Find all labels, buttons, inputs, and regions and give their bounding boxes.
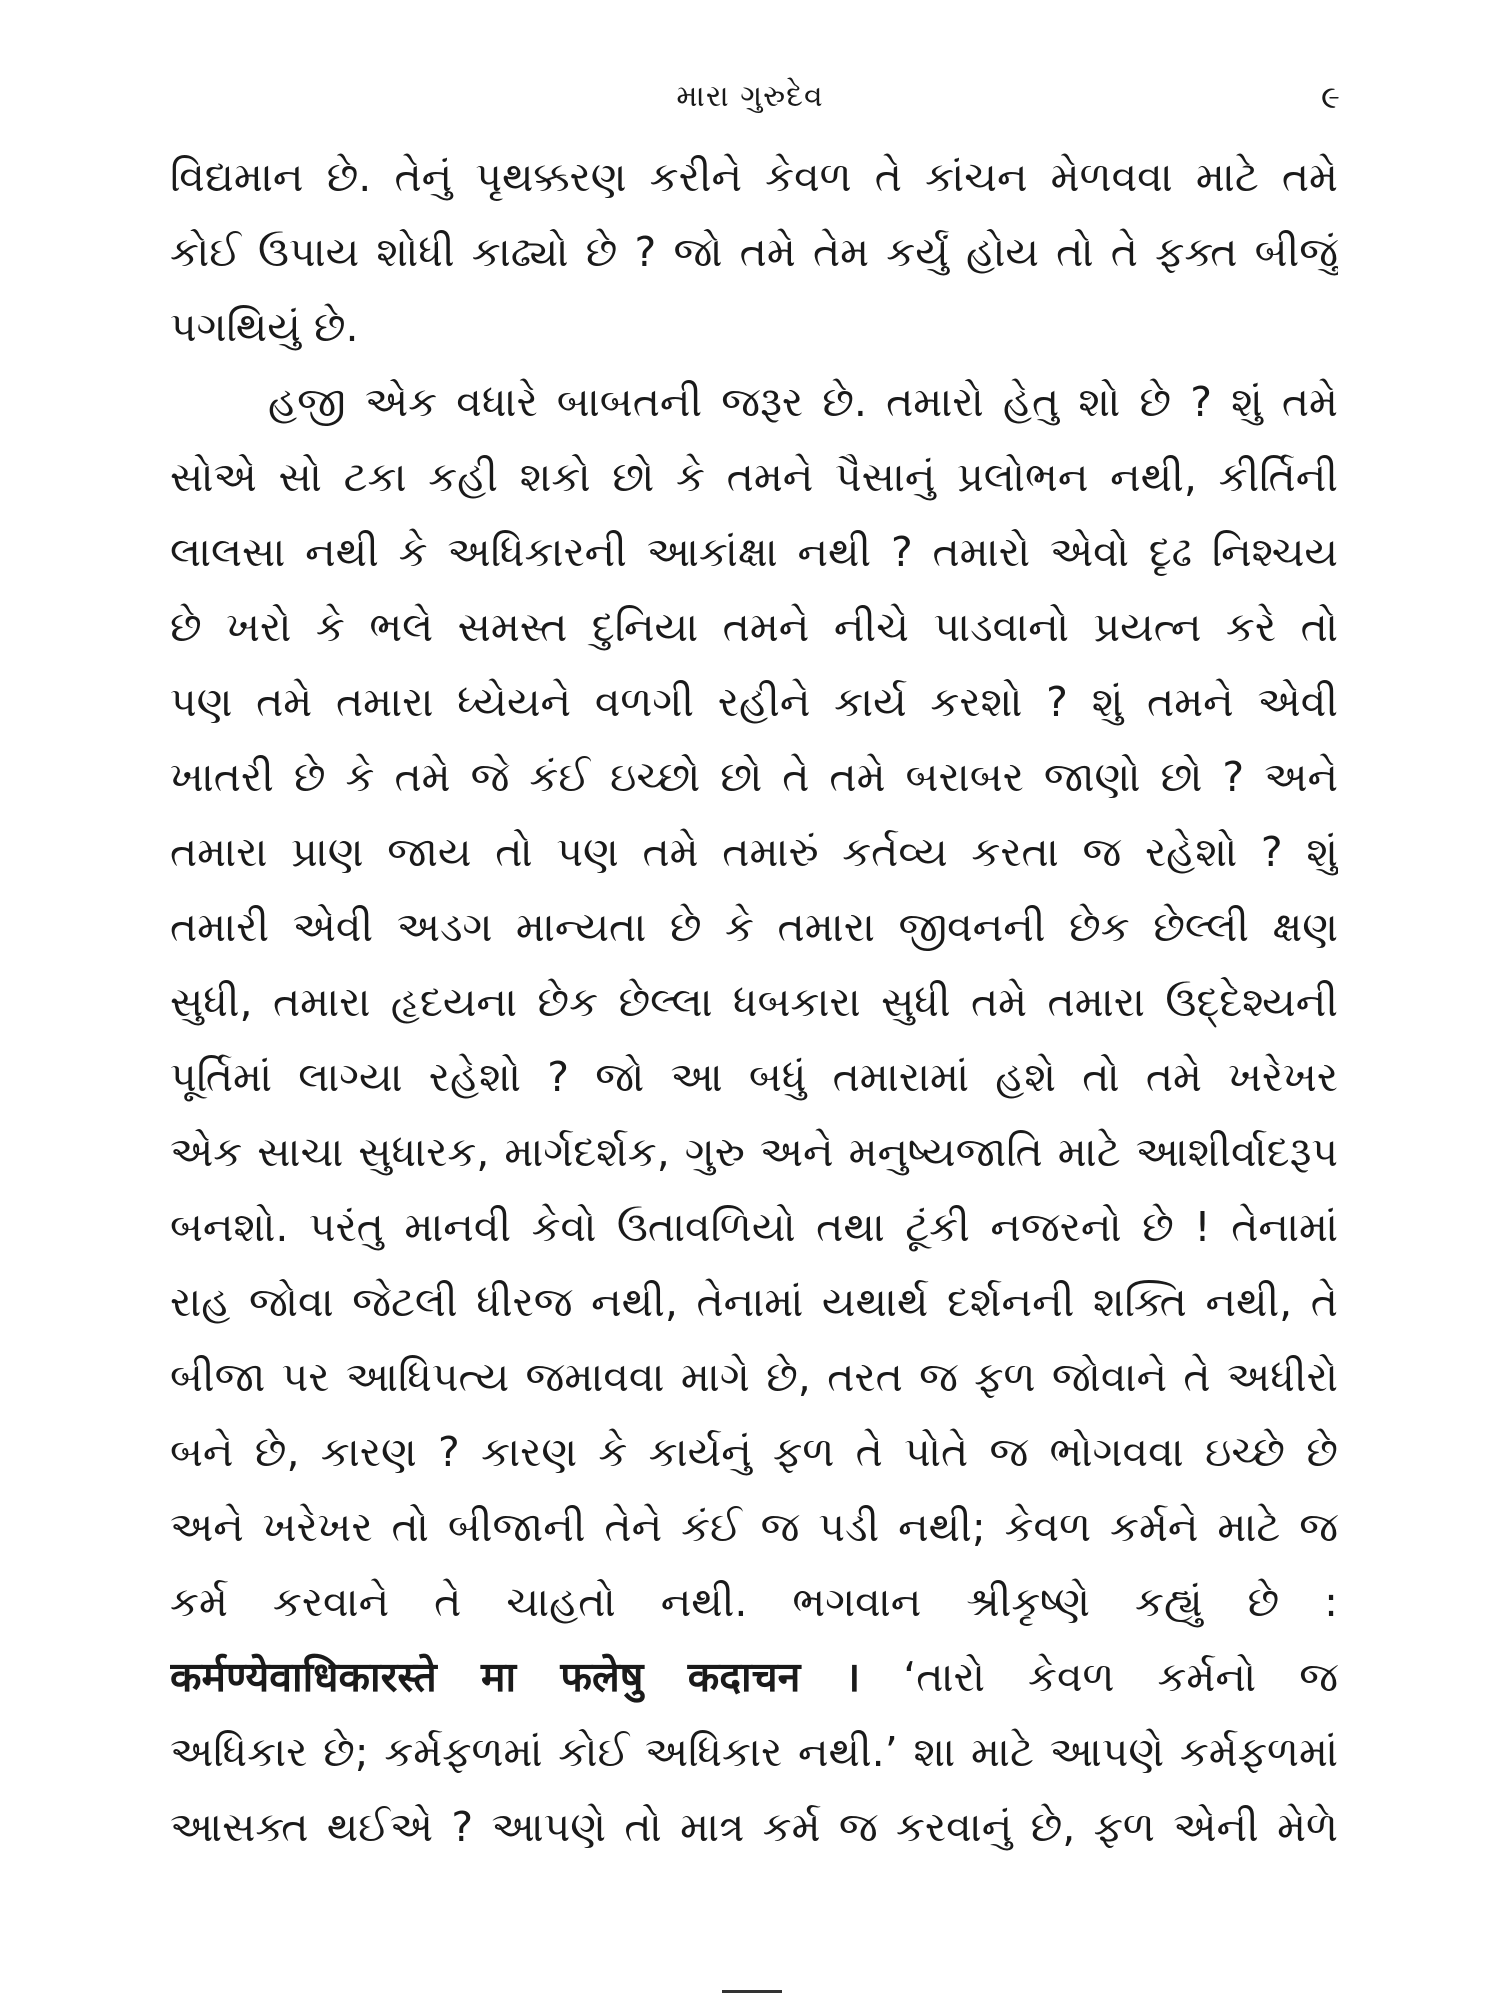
text-line: ખાતરી છે કે તમે જે કંઈ ઇચ્છો છો તે તમે બરાબર જાણો છો ? અને (170, 753, 1338, 801)
text-line: તમારા પ્રાણ જાય તો પણ તમે તમારું કર્તવ્ય કરતા જ રહેશો ? શું (170, 828, 1338, 876)
text-line: બને છે, કારણ ? કારણ કે કાર્યનું ફળ તે પોતે જ ભોગવવા ઇચ્છે છે (170, 1428, 1338, 1476)
running-header (0, 72, 1500, 122)
running-header-title: મારા ગુરુદેવ (676, 79, 824, 114)
text-line: અધિકાર છે; કર્મફળમાં કોઈ અધિકાર નથી.’ શા માટે આપણે કર્મફળમાં (170, 1728, 1338, 1776)
text-line: બીજા પર આધિપત્ય જમાવવા માગે છે, તરત જ ફળ જોવાને તે અધીરો (170, 1353, 1338, 1401)
text-line: એક સાચા સુધારક, માર્ગદર્શક, ગુરુ અને મનુષ્યજાતિ માટે આશીર્વાદરૂપ (170, 1128, 1338, 1176)
text-line: સુધી, તમારા હૃદયના છેક છેલ્લા ધબકારા સુધી તમે તમારા ઉદ્દેશ્યની (170, 978, 1338, 1026)
text-line: કર્મ કરવાને તે ચાહતો નથી. ભગવાન શ્રીકૃષ્ણે કહ્યું છે : (170, 1578, 1338, 1626)
text-line: પૂર્તિમાં લાગ્યા રહેશો ? જો આ બધું તમારામાં હશે તો તમે ખરેખર (170, 1053, 1338, 1101)
body-text (170, 140, 1338, 1865)
text-line: રાહ જોવા જેટલી ધીરજ નથી, તેનામાં યથાર્થ દર્શનની શક્તિ નથી, તે (170, 1278, 1338, 1326)
text-line: અને ખરેખર તો બીજાની તેને કંઈ જ પડી નથી; કેવળ કર્મને માટે જ (170, 1503, 1338, 1551)
text-line: પગથિયું છે. (170, 303, 359, 351)
text-line: છે ખરો કે ભલે સમસ્ત દુનિયા તમને નીચે પાડવાનો પ્રયત્ન કરે તો (170, 603, 1338, 651)
text-line: તમારી એવી અડગ માન્યતા છે કે તમારા જીવનની છેક છેલ્લી ક્ષણ (170, 903, 1338, 951)
text-line: પણ તમે તમારા ધ્યેયને વળગી રહીને કાર્ય કરશો ? શું તમને એવી (170, 678, 1338, 726)
text-line: લાલસા નથી કે અધિકારની આકાંક્ષા નથી ? તમારો એવો દૃઢ નિશ્ચય (170, 528, 1338, 576)
text-line: વિદ્યમાન છે. તેનું પૃથક્કરણ કરીને કેવળ તે કાંચન મેળવવા માટે તમે (170, 153, 1338, 201)
text-line: આસક્ત થઈએ ? આપણે તો માત્ર કર્મ જ કરવાનું છે, ફળ એની મેળે (170, 1803, 1338, 1851)
text-line: હજી એક વધારે બાબતની જરૂર છે. તમારો હેતુ શો છે ? શું તમે (268, 378, 1338, 426)
text-line: સોએ સો ટકા કહી શકો છો કે તમને પૈસાનું પ્રલોભન નથી, કીર્તિની (170, 453, 1338, 501)
sanskrit-verse: कर्मण्येवाधिकारस्ते मा फलेषु कदाचन । (170, 1653, 861, 1701)
sanskrit-quote-line (170, 1640, 1338, 1715)
verse-translation-start: ‘તારો કેવળ કર્મનો જ (860, 1653, 1338, 1701)
page-number: ૯ (1321, 78, 1340, 116)
text-line: બનશો. પરંતુ માનવી કેવો ઉતાવળિયો તથા ટૂંકી નજરનો છે ! તેનામાં (170, 1203, 1338, 1251)
text-line: કોઈ ઉપાય શોધી કાઢ્યો છે ? જો તમે તેમ કર્યું હોય તો તે ફક્ત બીજું (170, 228, 1338, 276)
page-bottom-mark (722, 1990, 782, 1993)
